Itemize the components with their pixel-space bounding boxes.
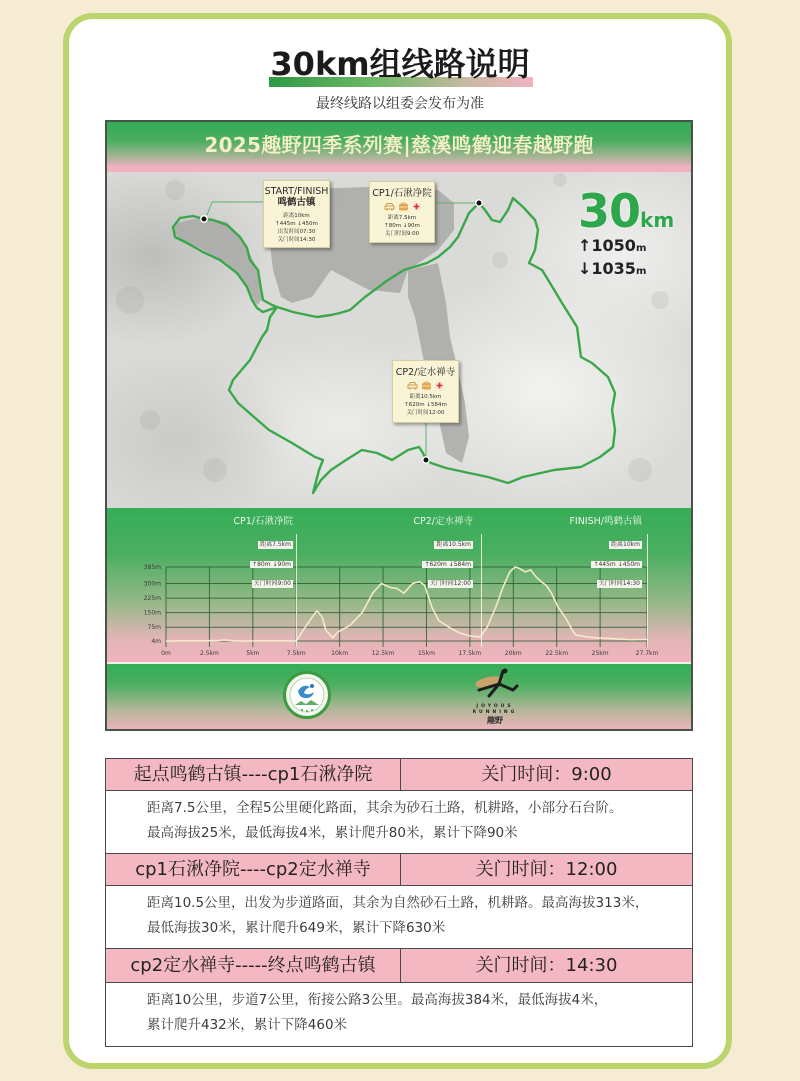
segment-route: 起点鸣鹤古镇----cp1石湫净院 <box>106 759 401 790</box>
segment-route: cp1石湫净院----cp2定水禅寺 <box>106 854 401 885</box>
marker-title: CP1/石湫净院 <box>372 188 432 199</box>
start-dot <box>201 216 207 222</box>
profile-marker-finish <box>541 516 642 590</box>
segment-cutoff: 关门时间：9:00 <box>481 764 612 785</box>
profile-marker-elevation: ↑445m ↓450m <box>593 560 640 568</box>
marker-cp1[interactable] <box>369 181 435 243</box>
joyous-running-logo <box>465 668 525 724</box>
description-line: 最高海拔25米，最低海拔4米，累计爬升80米，累计下降90米 <box>147 825 518 841</box>
x-tick-label: 15km <box>417 650 435 657</box>
description-line: 距离10.5公里，出发为步道路面，其余为自然砂石土路，机耕路。最高海拔313米， <box>147 895 649 911</box>
segment-route: cp2定水禅寺-----终点鸣鹤古镇 <box>106 949 401 982</box>
profile-marker-elevation: ↑80m ↓90m <box>252 560 291 568</box>
marker-cutoff: 关门时间9:00 <box>384 231 420 237</box>
x-tick-label: 17.5km <box>458 650 482 657</box>
marker-title: CP2/定水禅寺 <box>395 367 456 378</box>
total-ascent <box>578 236 688 259</box>
arrow-down-icon: ↓ <box>578 259 592 278</box>
x-tick-label: 0m <box>161 650 171 657</box>
sponsor-logos-band <box>105 662 693 731</box>
cp2-profile-marker-line <box>481 534 482 647</box>
descent-unit: m <box>635 266 647 277</box>
marker-distance: 距离7.5km <box>387 215 417 221</box>
profile-marker-cutoff: 关门时间14:30 <box>598 580 640 587</box>
marker-elevation: ↑445m ↓450m <box>275 221 318 227</box>
marker-distance: 距离10km <box>283 213 310 219</box>
service-icons <box>370 200 434 212</box>
description-line: 距离7.5公里，全程5公里硬化路面，其余为砂石土路，机耕路，小部分石台阶。 <box>147 800 623 816</box>
logo-brand-name: 趣野 <box>487 716 503 725</box>
total-descent <box>578 259 688 282</box>
profile-marker-distance: 距离10.5km <box>436 541 471 548</box>
poster-banner <box>105 120 693 172</box>
segment-header-1 <box>106 759 692 791</box>
profile-marker-cutoff: 关门时间12:00 <box>429 580 471 587</box>
distance-value: 30 <box>578 184 641 238</box>
page-title: 30km组线路说明 <box>270 45 530 83</box>
y-tick-label: 75m <box>147 624 161 632</box>
y-tick-label: 385m <box>143 564 161 571</box>
cp1-dot <box>476 200 482 206</box>
marker-start-finish[interactable] <box>263 180 330 248</box>
x-tick-label: 12.5km <box>371 650 395 657</box>
segment-description-3 <box>106 983 692 1046</box>
description-line: 累计爬升432米，累计下降460米 <box>147 1017 348 1033</box>
arrow-up-icon: ↑ <box>578 236 592 255</box>
service-icons <box>393 379 458 391</box>
segment-cutoff: 关门时间：14:30 <box>475 955 618 976</box>
y-tick-label: 4m <box>151 638 161 645</box>
car-icon <box>384 202 395 211</box>
x-tick-label: 22.5km <box>545 650 569 657</box>
profile-marker-title: CP1/石湫净院 <box>233 516 293 527</box>
x-tick-label: 7.5km <box>286 650 306 657</box>
profile-marker-cp1 <box>200 516 293 590</box>
profile-marker-cp2 <box>380 516 473 590</box>
marker-cp2[interactable] <box>392 360 459 423</box>
marker-title: START/FINISH <box>264 186 329 197</box>
distance-summary <box>578 186 688 282</box>
segment-description-1 <box>106 791 692 854</box>
marker-distance: 距离10.5km <box>409 394 442 400</box>
cp1-profile-marker-line <box>296 534 297 647</box>
logo-text-line2: RUNNING <box>472 710 518 715</box>
segment-description-2 <box>106 886 692 949</box>
description-line: 距离10公里，步道7公里，衔接公路3公里。最高海拔384米，最低海拔4米， <box>147 992 608 1008</box>
profile-marker-title: CP2/定水禅寺 <box>413 516 473 527</box>
page-subtitle: 最终线路以组委会发布为准 <box>316 96 484 112</box>
distance-unit: km <box>640 208 675 232</box>
profile-marker-distance: 距离7.5km <box>260 541 291 548</box>
ascent-unit: m <box>635 243 647 254</box>
food-icon <box>398 202 409 211</box>
marker-elevation: ↑620m ↓584m <box>404 402 447 408</box>
x-tick-label: 25km <box>591 650 609 657</box>
marker-elevation: ↑80m ↓90m <box>384 223 420 229</box>
profile-marker-elevation: ↑620m ↓584m <box>424 560 471 568</box>
segment-header-3 <box>106 949 692 983</box>
marker-start-time: 出发时间07:30 <box>277 229 316 235</box>
logo-text-line1: JOYOUS <box>476 704 514 709</box>
medical-icon <box>412 202 421 211</box>
descent-value: 1035 <box>591 259 636 278</box>
total-distance <box>578 186 688 236</box>
food-icon <box>421 381 432 390</box>
segment-table <box>105 758 693 1047</box>
y-tick-label: 150m <box>143 609 161 617</box>
marker-subtitle: 鸣鹤古镇 <box>277 197 316 208</box>
x-tick-label: 5km <box>246 650 260 657</box>
y-tick-label: 300m <box>143 580 161 588</box>
y-tick-label: 225m <box>143 595 161 603</box>
x-tick-label: 2.5km <box>199 650 219 657</box>
banner-title: 2025趣野四季系列赛|慈溪鸣鹤迎春越野跑 <box>204 133 594 157</box>
description-line: 最低海拔30米，累计爬升649米，累计下降630米 <box>147 920 446 936</box>
segment-header-2 <box>106 854 692 886</box>
profile-marker-distance: 距离10km <box>611 541 640 548</box>
x-tick-label: 20km <box>504 650 522 657</box>
runner-icon <box>465 668 525 700</box>
x-tick-label: 27.7km <box>635 650 659 657</box>
x-tick-label: 10km <box>331 650 349 657</box>
medical-icon <box>435 381 444 390</box>
finish-profile-marker-line <box>647 534 648 647</box>
profile-marker-title: FINISH/鸣鹤古镇 <box>569 516 642 527</box>
segment-cutoff: 关门时间：12:00 <box>475 859 618 880</box>
car-icon <box>407 381 418 390</box>
marker-cutoff: 关门时间14:30 <box>277 237 316 243</box>
marker-cutoff: 关门时间12:00 <box>406 410 445 416</box>
cp2-dot <box>423 457 429 463</box>
profile-marker-cutoff: 关门时间9:00 <box>253 580 291 587</box>
association-logo <box>283 671 331 719</box>
ascent-value: 1050 <box>591 236 636 255</box>
